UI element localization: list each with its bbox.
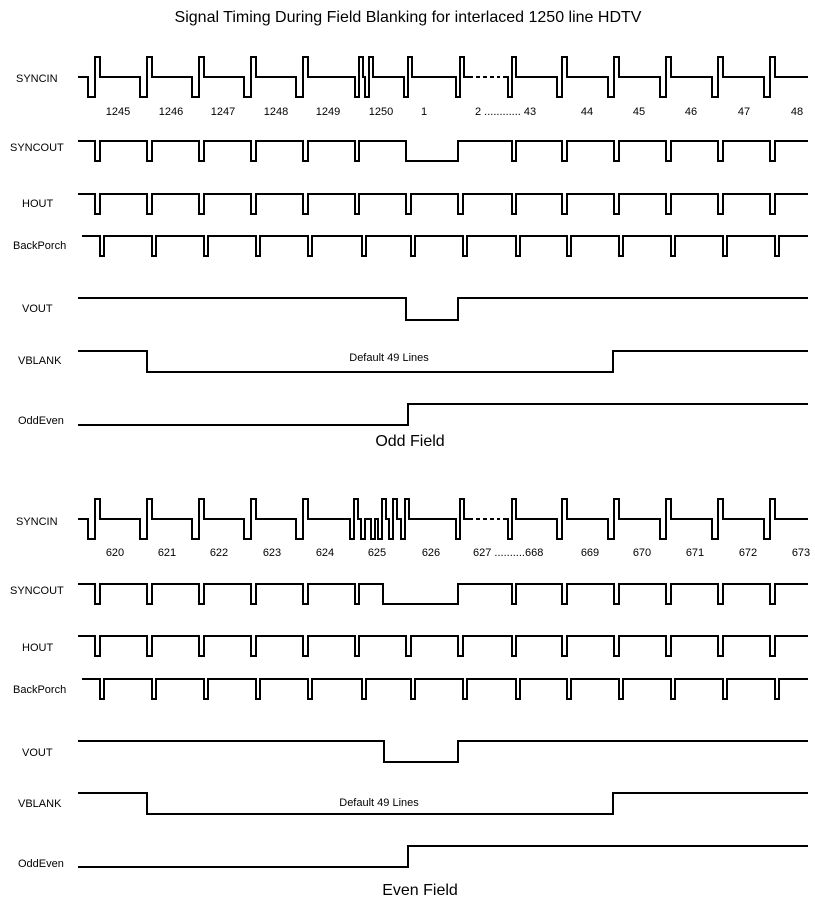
line-number: 1249 [315,106,341,118]
even-syncout-waveform [78,584,808,604]
odd-oddeven-waveform [78,404,808,425]
odd-backporch-waveform [82,236,808,256]
odd-field-caption: Odd Field [375,433,445,450]
even-syncin-label: SYNCIN [16,516,58,528]
line-number: 48 [790,106,804,118]
even-syncout-label: SYNCOUT [10,585,64,597]
odd-vblank-note: Default 49 Lines [349,352,429,364]
line-number: 671 [685,547,705,559]
odd-vout-label: VOUT [22,303,53,315]
odd-syncout-waveform [78,141,808,161]
even-oddeven-waveform [78,846,808,867]
line-number: 673 [791,547,811,559]
odd-vout-waveform [78,298,808,320]
line-number: 1250 [368,106,394,118]
line-number: 1247 [210,106,236,118]
line-number: 672 [738,547,758,559]
line-number: 45 [632,106,646,118]
line-number: 670 [632,547,652,559]
even-syncin-waveform-2 [503,499,808,539]
line-number: 1246 [158,106,184,118]
line-number: 623 [262,547,282,559]
even-oddeven-label: OddEven [18,858,64,870]
odd-oddeven-label: OddEven [18,415,64,427]
odd-vblank-label: VBLANK [18,355,62,367]
even-backporch-label: BackPorch [13,684,67,696]
even-vblank-label: VBLANK [18,798,62,810]
line-number: 625 [367,547,387,559]
odd-hout-label: HOUT [22,198,54,210]
even-vblank-note: Default 49 Lines [339,797,419,809]
line-number: 44 [580,106,594,118]
line-number: 669 [580,547,600,559]
odd-field-panel [10,57,808,450]
odd-syncin-waveform-2 [503,57,808,97]
odd-backporch-label: BackPorch [13,240,67,252]
line-number: 627 ..........668 [473,547,544,559]
line-number: 46 [684,106,698,118]
odd-syncin-waveform [78,57,473,97]
even-hout-waveform [78,636,808,656]
even-vblank-waveform [78,793,808,814]
line-number: 624 [315,547,335,559]
even-line-numbers [106,547,810,559]
line-number: 47 [737,106,751,118]
line-number: 2 ............ 43 [475,106,537,118]
even-field-caption: Even Field [382,882,458,899]
odd-hout-waveform [78,194,808,214]
line-number: 620 [105,547,125,559]
odd-line-numbers [106,106,803,118]
diagram-title: Signal Timing During Field Blanking for interlaced 1250 line HDTV [174,9,642,26]
odd-syncout-label: SYNCOUT [10,142,64,154]
even-vout-label: VOUT [22,747,53,759]
line-number: 622 [209,547,229,559]
line-number: 1248 [263,106,289,118]
even-field-panel [10,499,810,899]
odd-syncin-label: SYNCIN [16,73,58,85]
line-number: 626 [421,547,441,559]
line-number: 621 [157,547,177,559]
even-backporch-waveform [82,679,808,699]
even-vout-waveform [78,741,808,762]
even-hout-label: HOUT [22,642,54,654]
odd-vblank-waveform [78,351,808,372]
even-syncin-waveform [78,499,473,539]
line-number: 1245 [105,106,131,118]
line-number: 1 [420,106,428,118]
